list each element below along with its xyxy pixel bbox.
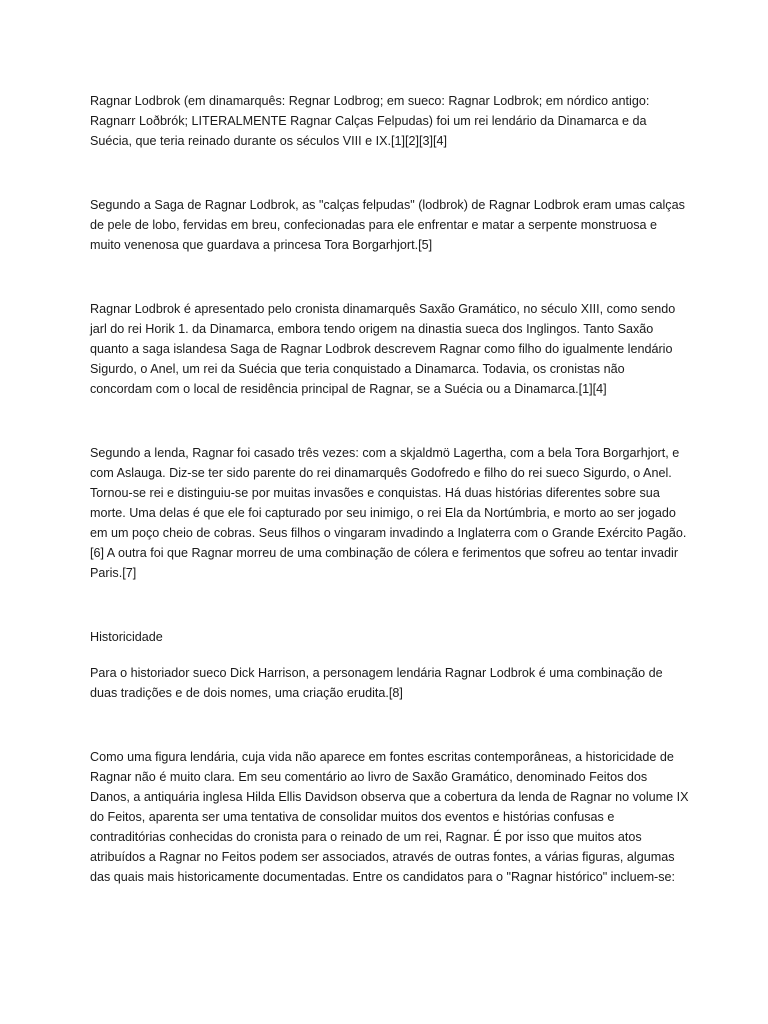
spacer [90,703,690,747]
document-body [90,91,690,887]
spacer [90,399,690,443]
spacer [90,151,690,195]
spacer [90,583,690,627]
paragraph-trousers: Segundo a Saga de Ragnar Lodbrok, as "calças felpudas" (lodbrok) de Ragnar Lodbrok eram umas calças de pele de lobo, fervidas em breu, confecionadas para ele enfrentar e matar a serpente monstruosa e muito venenosa que guardava a princesa Tora Borgarhjort.[5] [90,198,685,252]
spacer [90,647,690,663]
paragraph-saxo: Ragnar Lodbrok é apresentado pelo cronista dinamarquês Saxão Gramático, no século XIII, como sendo jarl do rei Horik 1. da Dinamarca, embora tendo origem na dinastia sueca dos Inglingos. Tanto Saxão quanto a saga islandesa Saga de Ragnar Lodbrok descrevem Ragnar como filho do igualmente lendário Sigurdo, o Anel, um rei da Suécia que teria conquistado a Dinamarca. Todavia, os cronistas não concordam com o local de residência principal de Ragnar, se a Suécia ou a Dinamarca.[1][4] [90,302,676,396]
paragraph-intro: Ragnar Lodbrok (em dinamarquês: Regnar Lodbrog; em sueco: Ragnar Lodbrok; em nórdico antigo: Ragnarr Loðbrók; LITERALMENTE Ragnar Calças Felpudas) foi um rei lendário da Dinamarca e da Suécia, que teria reinado durante os séculos VIII e IX.[1][2][3][4] [90,94,650,148]
section-heading-historicity: Historicidade [90,630,163,644]
paragraph-legend: Segundo a lenda, Ragnar foi casado três vezes: com a skjaldmö Lagertha, com a bela Tora Borgarhjort, e com Aslauga. Diz-se ter sido parente do rei dinamarquês Godofredo e filho do rei sueco Sigurdo, o Anel. Tornou-se rei e distinguiu-se por muitas invasões e conquistas. Há duas histórias diferentes sobre sua morte. Uma delas é que ele foi capturado por seu inimigo, o rei Ela da Nortúmbria, e morto ao ser jogado em um poço cheio de cobras. Seus filhos o vingaram invadindo a Inglaterra com o Grande Exército Pagão.[6] A outra foi que Ragnar morreu de uma combinação de cólera e ferimentos que sofreu ao tentar invadir Paris.[7] [90,446,687,580]
spacer [90,255,690,299]
paragraph-harrison: Para o historiador sueco Dick Harrison, a personagem lendária Ragnar Lodbrok é uma combinação de duas tradições e de dois nomes, uma criação erudita.[8] [90,666,663,700]
paragraph-historicity: Como uma figura lendária, cuja vida não aparece em fontes escritas contemporâneas, a historicidade de Ragnar não é muito clara. Em seu comentário ao livro de Saxão Gramático, denominado Feitos dos Danos, a antiquária inglesa Hilda Ellis Davidson observa que a cobertura da lenda de Ragnar no volume IX do Feitos, aparenta ser uma tentativa de consolidar muitos dos eventos e histórias confusas e contraditórias conhecidas do cronista para o reinado de um rei, Ragnar. É por isso que muitos atos atribuídos a Ragnar no Feitos podem ser associados, através de outras fontes, a várias figuras, algumas das quais mais historicamente documentadas. Entre os candidatos para o "Ragnar histórico" incluem-se: [90,750,689,884]
